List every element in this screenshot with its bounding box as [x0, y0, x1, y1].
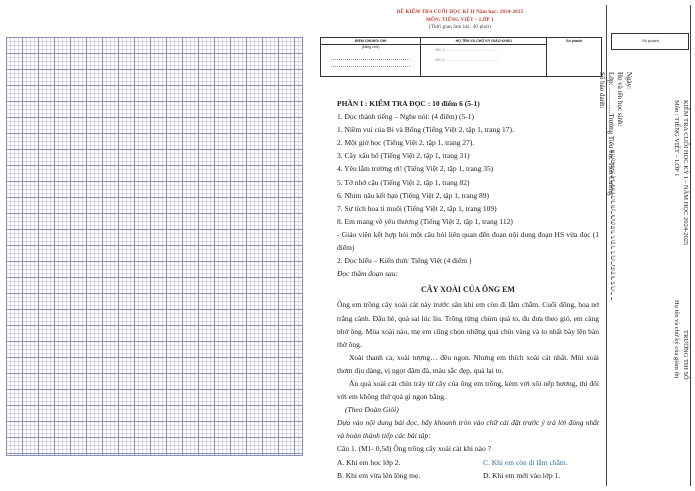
examiner-col-header: HỌ TÊN VÀ CHỮ KÝ GIÁO KHẢO [421, 38, 546, 45]
cut-line-text: ĐƯỜNG CẮT PHÁCH ĐỂ KHÔNG VIẾT VÀO PHẦN NÀY [611, 150, 616, 294]
comprehension-heading: 2. Đọc hiểu – Kiến thức Tiếng Việt (4 điểm ) [337, 256, 472, 266]
score-line [331, 66, 410, 67]
teacher-note: - Giáo viên kết hợp hỏi một câu hỏi liên quan đến đoạn nội dung đoạn HS vừa đọc (1 điểm) [337, 229, 599, 253]
story-source: (Theo Đoàn Giỏi) [345, 405, 399, 415]
score-table [320, 37, 602, 77]
class-label: Lớp: ...............Trường Tiểu học Tiên Cương [607, 72, 615, 196]
exam-content [337, 97, 599, 482]
score-col-sub: (bằng chữ) [361, 45, 380, 49]
student-name-label: Họ và tên học sinh: [616, 72, 624, 127]
question-1-options [337, 456, 599, 482]
examiner-1-line[interactable]: GK 1: ............................................... [435, 47, 499, 52]
header-line-3: (Thời gian làm bài: 40 phút) [428, 25, 492, 30]
proctor-signature-label: Họ tên và chữ ký của giám thị [673, 300, 680, 379]
side-title-1: KIỂM TRA CUỐI HỌC KỲ I – NĂM HỌC 2024-2025 [682, 100, 689, 246]
question-1: Câu 1. (M1- 0,5đ) Ông trồng cây xoài cát khi nào ? [337, 444, 491, 454]
side-title-2: Môn : TIẾNG VIỆT – LỚP 1 [673, 100, 680, 177]
code-box [611, 33, 689, 50]
reading-item: 6. Nhím nâu kết bạn (Tiếng Việt 2, tập 1, trang 89) [337, 190, 490, 200]
silent-reading-instruction: Đọc thầm đoạn sau: [337, 269, 399, 279]
side-school: TRƯỜNG TIH SỐ [682, 330, 689, 380]
date-label: Ngày: [625, 72, 633, 90]
reading-item: 4. Yêu lắm trường ơi! (Tiếng Việt 2, tập 1, trang 35) [337, 164, 494, 174]
reading-item: 5. Tớ nhớ cậu (Tiếng Việt 2, tập 1, trang 82) [337, 177, 470, 187]
score-col-header: ĐIỂM CHUNG/ GHI [321, 38, 420, 45]
code-label: Số phách [642, 38, 659, 43]
reading-item: 8. Em mang về yêu thương (Tiếng Việt 2, tập 1, trang 112) [337, 216, 513, 226]
reading-aloud-heading: 1. Đọc thành tiếng – Nghe nói: (4 điểm) (5-1) [337, 112, 475, 122]
score-line [331, 59, 410, 60]
examiner-2-line[interactable]: GK 2: ............................................... [435, 57, 499, 62]
header-line-1: ĐỀ KIỂM TRA CUỐI HỌC KÌ II Năm học: 2024-2025 [396, 10, 524, 15]
sidebar-border-right [690, 5, 691, 486]
option-a[interactable]: A. Khi em học lớp 2. [337, 457, 401, 467]
part1-heading: PHẦN I : KIỂM TRA ĐỌC : 10 điểm 6 (5-1) [337, 99, 480, 108]
reading-item: 2. Một giờ học (Tiếng Việt 2, tập 1, trang 27). [337, 138, 475, 148]
story-paragraph: Ông em trồng cây xoài cát này trước sân khi em còn đi lẫm chẫm. Cuối đông, hoa nở trắng cành. Đầu hè, quả sai lúc lỉu. Trông từng chùm quả to, đu đưa theo gió, em càng nhớ ông. Mùa xoài nào, mẹ em cũng chọn những quả chín vàng và to nhất bày lên bàn thờ ông. [337, 300, 599, 349]
reading-item: 3. Cây xấu hổ (Tiếng Việt 2, tập 1, trang 31) [337, 151, 470, 161]
option-d[interactable]: D. Khi em mới vào lớp 1. [483, 470, 561, 480]
story-paragraph: Ăn quả xoài cát chín trảy từ cây của ông em trồng, kèm với xôi nếp hương, thì đối với em không thứ quà gì ngon bằng. [337, 378, 599, 402]
reading-item: 1. Niềm vui của Bi và Bống (Tiếng Việt 2, tập 1, trang 17). [337, 125, 514, 135]
option-c[interactable]: C. Khi em còn đi lẫm chẫm. [483, 457, 568, 467]
option-b[interactable]: B. Khi em vừa lên lông mẹ. [337, 470, 421, 480]
reading-item: 7. Sự tích hoa tỉ muội (Tiếng Việt 2, tập 1, trang 109) [337, 203, 497, 213]
question-directive: Dựa vào nội dung bài đọc, hãy khoanh tròn vào chữ cái đặt trước ý trả lời đúng nhất và hoàn thành tiếp các bài tập: [337, 418, 599, 441]
graph-paper-grid [6, 37, 303, 456]
story-paragraph: Xoài thanh ca, xoài tượng… đều ngon. Nhưng em thích xoài cát nhất. Mùi xoài thơm dịu dàng, vị ngọt đậm đà, màu sắc đẹp, quả lại to. [337, 352, 599, 375]
candidate-number-label: Số báo danh: [598, 72, 606, 109]
code-col-header: Số phách [566, 39, 583, 43]
header-line-2: MÔN: TIẾNG VIỆT – LỚP 1 [426, 18, 494, 23]
story-title: CÂY XOÀI CỦA ÔNG EM [421, 285, 515, 295]
